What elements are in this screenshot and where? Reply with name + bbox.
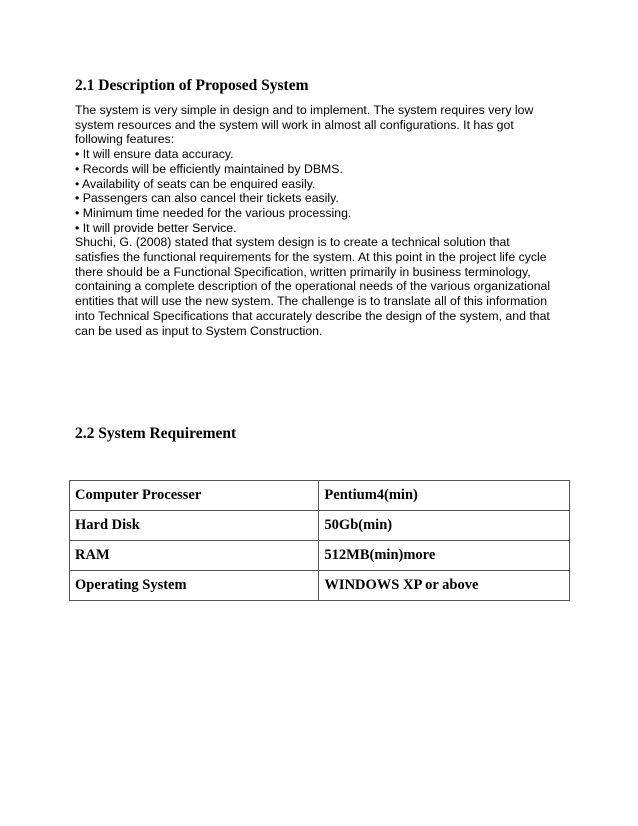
feature-bullet: • It will provide better Service.: [75, 220, 237, 235]
body-line: entities that will use the new system. The challenge is to translate all of this information: [75, 294, 548, 309]
section-heading-proposed-system: 2.1 Description of Proposed System: [75, 77, 309, 94]
feature-bullet: • Availability of seats can be enquired easily.: [75, 176, 316, 191]
requirement-name-cell: RAM: [70, 541, 319, 571]
requirement-value-cell: WINDOWS XP or above: [319, 571, 570, 601]
requirement-value-cell: 50Gb(min): [319, 511, 570, 541]
feature-bullet: • Records will be efficiently maintained by DBMS.: [75, 161, 343, 176]
section-heading-system-requirement: 2.2 System Requirement: [75, 425, 237, 442]
feature-bullet: • Minimum time needed for the various processing.: [75, 205, 352, 220]
body-line: system resources and the system will work in almost all configurations. It has got: [75, 117, 514, 132]
table-row: [70, 541, 570, 571]
requirement-value-cell: 512MB(min)more: [319, 541, 570, 571]
table-row: [70, 571, 570, 601]
table-row: [70, 481, 570, 511]
requirement-name-cell: Computer Processer: [70, 481, 319, 511]
body-line: containing a complete description of the operational needs of the various organizational: [75, 279, 551, 294]
feature-bullet: • Passengers can also cancel their tickets easily.: [75, 191, 339, 206]
body-line: there should be a Functional Specification, written primarily in business terminology,: [75, 264, 531, 279]
body-line: can be used as input to System Construction.: [75, 323, 323, 338]
section-body-text: [75, 103, 575, 338]
body-line: The system is very simple in design and to implement. The system requires very low: [75, 103, 534, 117]
table-row: [70, 511, 570, 541]
body-line: following features:: [75, 132, 175, 147]
requirement-name-cell: Operating System: [70, 571, 319, 601]
requirements-table: [69, 480, 570, 601]
body-line: into Technical Specifications that accurately describe the design of the system, and that: [75, 308, 550, 323]
requirement-name-cell: Hard Disk: [70, 511, 319, 541]
requirement-value-cell: Pentium4(min): [319, 481, 570, 511]
body-line: satisfies the functional requirements for the system. At this point in the project life cycle: [75, 250, 547, 265]
body-line: Shuchi, G. (2008) stated that system design is to create a technical solution that: [75, 235, 510, 250]
feature-bullet: • It will ensure data accuracy.: [75, 147, 234, 162]
